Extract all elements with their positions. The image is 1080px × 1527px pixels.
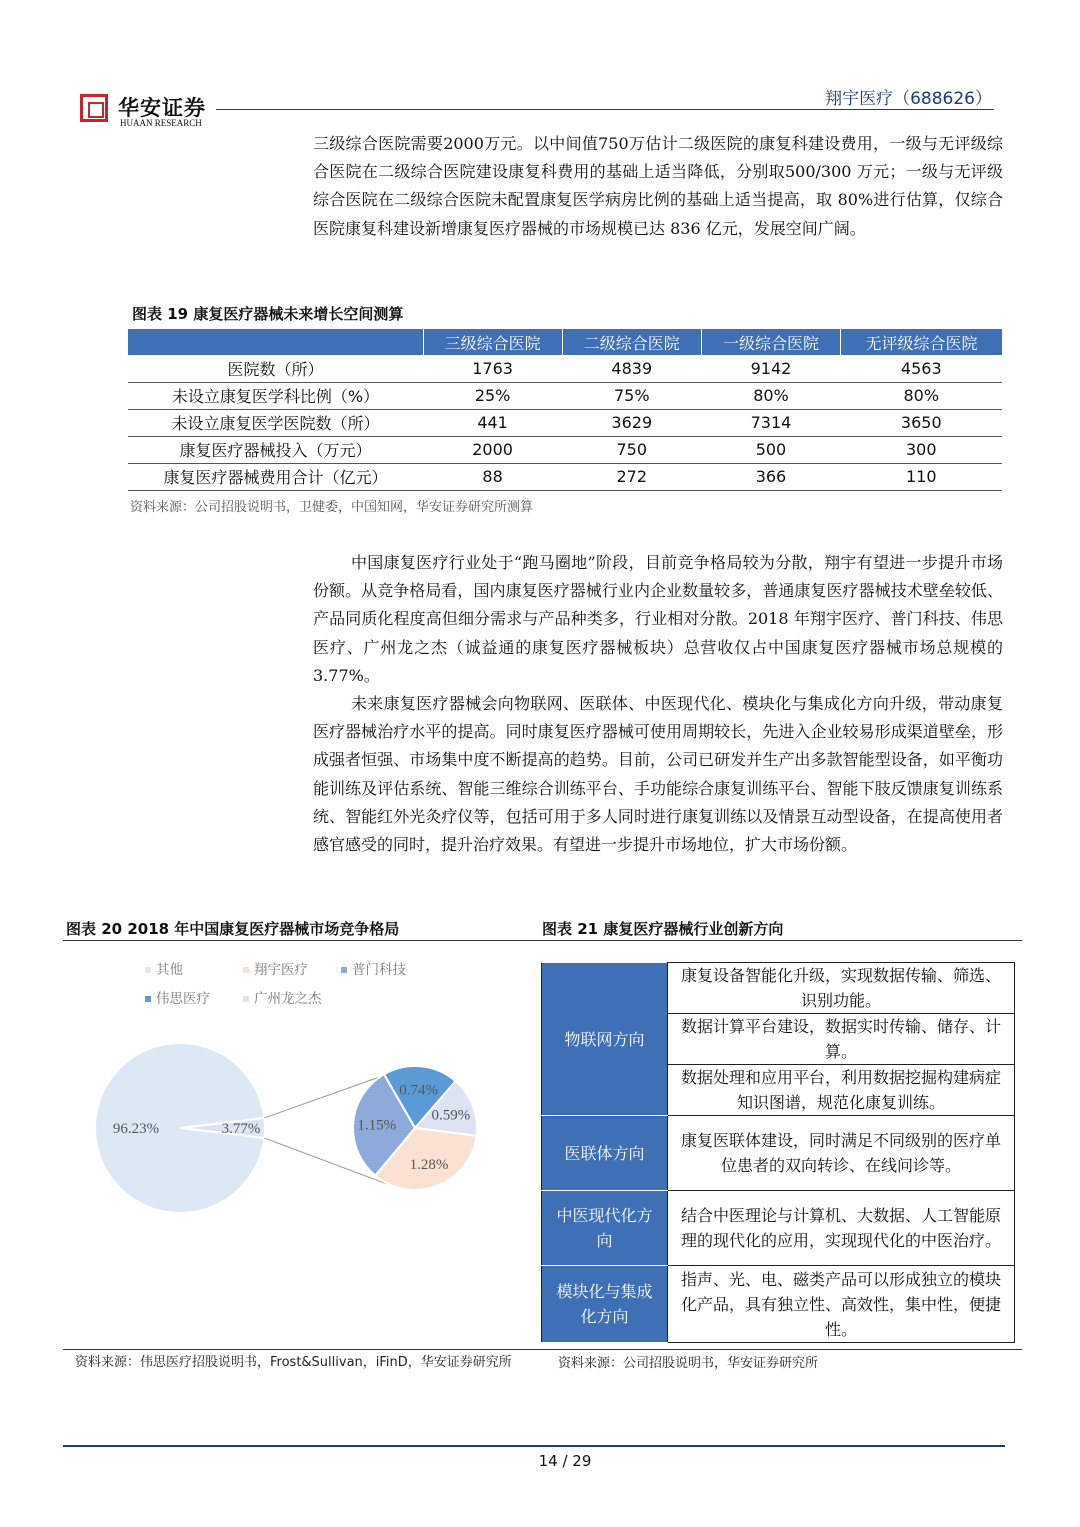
table-header-cell: 无评级综合医院 [841, 329, 1002, 355]
table-cell: 272 [562, 463, 701, 490]
legend-item [243, 956, 341, 985]
data-label: 0.59% [431, 1107, 471, 1124]
legend-label: 其他 [156, 962, 183, 978]
legend-item [145, 985, 243, 1014]
logo-text: 华安证券 [118, 95, 206, 120]
table-cell: 3629 [562, 409, 701, 436]
legend-label: 翔宇医疗 [254, 962, 308, 978]
table-cell: 25% [423, 382, 562, 409]
logo-icon [80, 94, 108, 122]
direction-label: 中医现代化方向 [542, 1191, 668, 1266]
table-cell: 500 [701, 436, 840, 463]
table-cell: 康复医疗器械费用合计（亿元） [128, 463, 423, 490]
table19-caption: 图表 19 康复医疗器械未来增长空间测算 [132, 305, 404, 323]
direction-label: 物联网方向 [542, 963, 668, 1116]
legend-label: 广州龙之杰 [254, 991, 322, 1007]
table-row [542, 1266, 1015, 1343]
table-row [128, 436, 1002, 463]
table-header-cell: 二级综合医院 [562, 329, 701, 355]
table-cell: 2000 [423, 436, 562, 463]
page-number: 14 / 29 [538, 1452, 592, 1470]
table-cell: 366 [701, 463, 840, 490]
table-header-cell [128, 329, 423, 355]
legend-item [341, 956, 406, 985]
table-row [128, 382, 1002, 409]
legend-swatch [243, 996, 249, 1002]
table19-source: 资料来源：公司招股说明书，卫健委，中国知网，华安证券研究所测算 [130, 500, 534, 515]
table-21 [541, 962, 1015, 1343]
table-cell: 4563 [841, 355, 1002, 382]
direction-label: 医联体方向 [542, 1116, 668, 1191]
direction-detail: 结合中医理论与计算机、大数据、人工智能原理的现代化的应用，实现现代化的中医治疗。 [668, 1191, 1015, 1266]
fig20-source: 资料来源：伟思医疗招股说明书，Frost&Sullivan，iFinD，华安证券研究所 [75, 1355, 512, 1370]
legend-swatch [243, 967, 249, 973]
table-row [128, 355, 1002, 382]
table-row [128, 409, 1002, 436]
table-cell: 未设立康复医学医院数（所） [128, 409, 423, 436]
table-cell: 750 [562, 436, 701, 463]
legend-item [243, 985, 322, 1014]
data-label: 1.15% [357, 1117, 397, 1134]
paragraph-1: 三级综合医院需要2000万元。以中间值750万估计二级医院的康复科建设费用，一级与无评级综合医院在二级综合医院建设康复科费用的基础上适当降低，分别取500/300 万元；一级与无评级综合医院在二级综合医院未配置康复医学病房比例的基础上适当提高，取 80%进行估算，仅综合医院康复科建设新增康复医疗器械的市场规模已达 836 亿元，发展空间广阔。 [313, 134, 1003, 238]
legend-swatch [145, 996, 151, 1002]
table-cell: 88 [423, 463, 562, 490]
table-row [128, 463, 1002, 490]
legend-swatch [341, 967, 347, 973]
table-cell: 80% [841, 382, 1002, 409]
table-cell: 3650 [841, 409, 1002, 436]
table-cell: 441 [423, 409, 562, 436]
direction-label: 模块化与集成化方向 [542, 1266, 668, 1343]
header-divider [216, 109, 994, 110]
paragraph-3: 未来康复医疗器械会向物联网、医联体、中医现代化、模块化与集成化方向升级，带动康复医疗器械治疗水平的提高。同时康复医疗器械可使用周期较长，先进入企业较易形成渠道壁垒，形成强者恒强、市场集中度不断提高的趋势。目前，公司已研发并生产出多款智能型设备，如平衡功能训练及评估系统、智能三维综合训练平台、手功能综合康复训练平台、智能下肢反馈康复训练系统、智能红外光灸疗仪等，包括可用于多人同时进行康复训练以及情景互动型设备，在提高使用者感官感受的同时，提升治疗效果。有望进一步提升市场地位，扩大市场份额。 [313, 694, 1003, 855]
header-title: 翔宇医疗（688626） [825, 89, 992, 109]
data-label: 1.28% [409, 1156, 449, 1173]
table-header-cell: 一级综合医院 [701, 329, 840, 355]
legend-label: 普门科技 [352, 962, 406, 978]
table-row [542, 1191, 1015, 1266]
data-label: 0.74% [399, 1082, 439, 1099]
table-19 [128, 329, 1002, 491]
data-label: 3.77% [221, 1121, 261, 1137]
paragraph-2: 中国康复医疗行业处于“跑马圈地”阶段，目前竞争格局较为分散，翔宇有望进一步提升市场份额。从竞争格局看，国内康复医疗器械行业内企业数量较多，普通康复医疗器械技术壁垒较低、产品同质化程度高但细分需求与产品种类多，行业相对分散。2018 年翔宇医疗、普门科技、伟思医疗、广州龙之杰（诚益通的康复医疗器械板块）总营收仅占中国康复医疗器械市场总规模的 3.77%。 [313, 553, 1003, 685]
fig21-caption: 图表 21 康复医疗器械行业创新方向 [542, 920, 784, 938]
chart-legend [145, 956, 445, 1014]
direction-detail: 康复设备智能化升级，实现数据传输、筛选、识别功能。 [668, 963, 1015, 1014]
table-header-cell: 三级综合医院 [423, 329, 562, 355]
legend-item [145, 956, 243, 985]
direction-detail: 数据处理和应用平台，利用数据挖掘构建病症知识图谱，规范化康复训练。 [668, 1065, 1015, 1116]
logo-subtext: HUAAN RESEARCH [120, 118, 202, 128]
source-divider [63, 1349, 1022, 1350]
table-cell: 7314 [701, 409, 840, 436]
legend-label: 伟思医疗 [156, 991, 210, 1007]
data-label: 96.23% [112, 1121, 160, 1137]
table-cell: 300 [841, 436, 1002, 463]
table-row [542, 963, 1015, 1014]
direction-detail: 康复医联体建设，同时满足不同级别的医疗单位患者的双向转诊、在线问诊等。 [668, 1116, 1015, 1191]
direction-detail: 指声、光、电、磁类产品可以形成独立的模块化产品，具有独立性、高效性，集中性，便捷性。 [668, 1266, 1015, 1343]
fig21-source: 资料来源：公司招股说明书，华安证券研究所 [558, 1356, 819, 1371]
table-cell: 9142 [701, 355, 840, 382]
table-cell: 4839 [562, 355, 701, 382]
direction-detail: 数据计算平台建设，数据实时传输、储存、计算。 [668, 1014, 1015, 1065]
table-cell: 医院数（所） [128, 355, 423, 382]
table-cell: 康复医疗器械投入（万元） [128, 436, 423, 463]
table-cell: 75% [562, 382, 701, 409]
table-cell: 80% [701, 382, 840, 409]
footer-divider [63, 1445, 1005, 1447]
caption-divider [63, 940, 1022, 941]
table-cell: 未设立康复医学科比例（%） [128, 382, 423, 409]
table-cell: 110 [841, 463, 1002, 490]
legend-swatch [145, 967, 151, 973]
pie-chart [60, 1030, 540, 1230]
table-row [542, 1116, 1015, 1191]
table-cell: 1763 [423, 355, 562, 382]
fig20-caption: 图表 20 2018 年中国康复医疗器械市场竞争格局 [66, 920, 400, 938]
